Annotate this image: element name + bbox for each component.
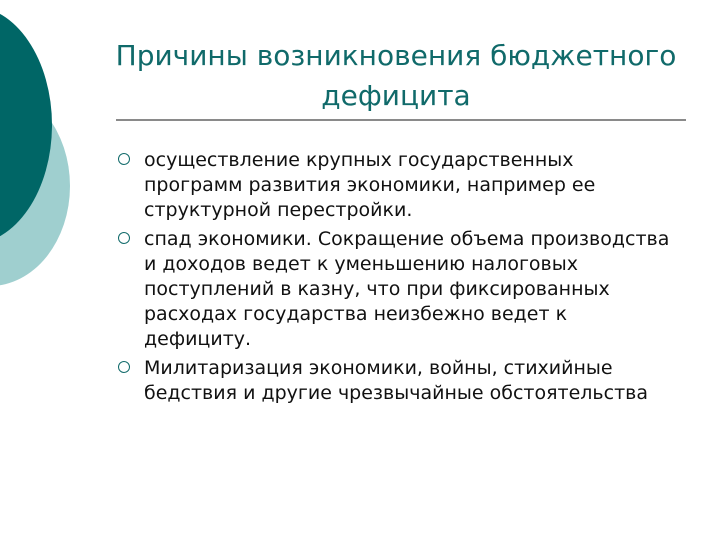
bullet-item	[116, 148, 676, 223]
bullet-item	[116, 227, 676, 352]
hollow-circle-bullet-icon	[118, 153, 130, 165]
bullet-text: осуществление крупных государственных программ развития экономики, например ее структурной перестройки.	[144, 149, 596, 221]
bullet-text: Милитаризация экономики, войны, стихийные бедствия и другие чрезвычайные обстоятельства	[144, 357, 648, 404]
title-divider	[116, 119, 686, 121]
bullet-text: спад экономики. Сокращение объема производства и доходов ведет к уменьшению налоговых поступлений в казну, что при фиксированных расходах государства неизбежно ведет к дефициту.	[144, 228, 670, 350]
hollow-circle-bullet-icon	[118, 361, 130, 373]
slide-title: Причины возникновения бюджетного дефицита	[115, 39, 677, 112]
hollow-circle-bullet-icon	[118, 232, 130, 244]
bullet-item	[116, 356, 676, 406]
bullet-list	[116, 148, 676, 410]
